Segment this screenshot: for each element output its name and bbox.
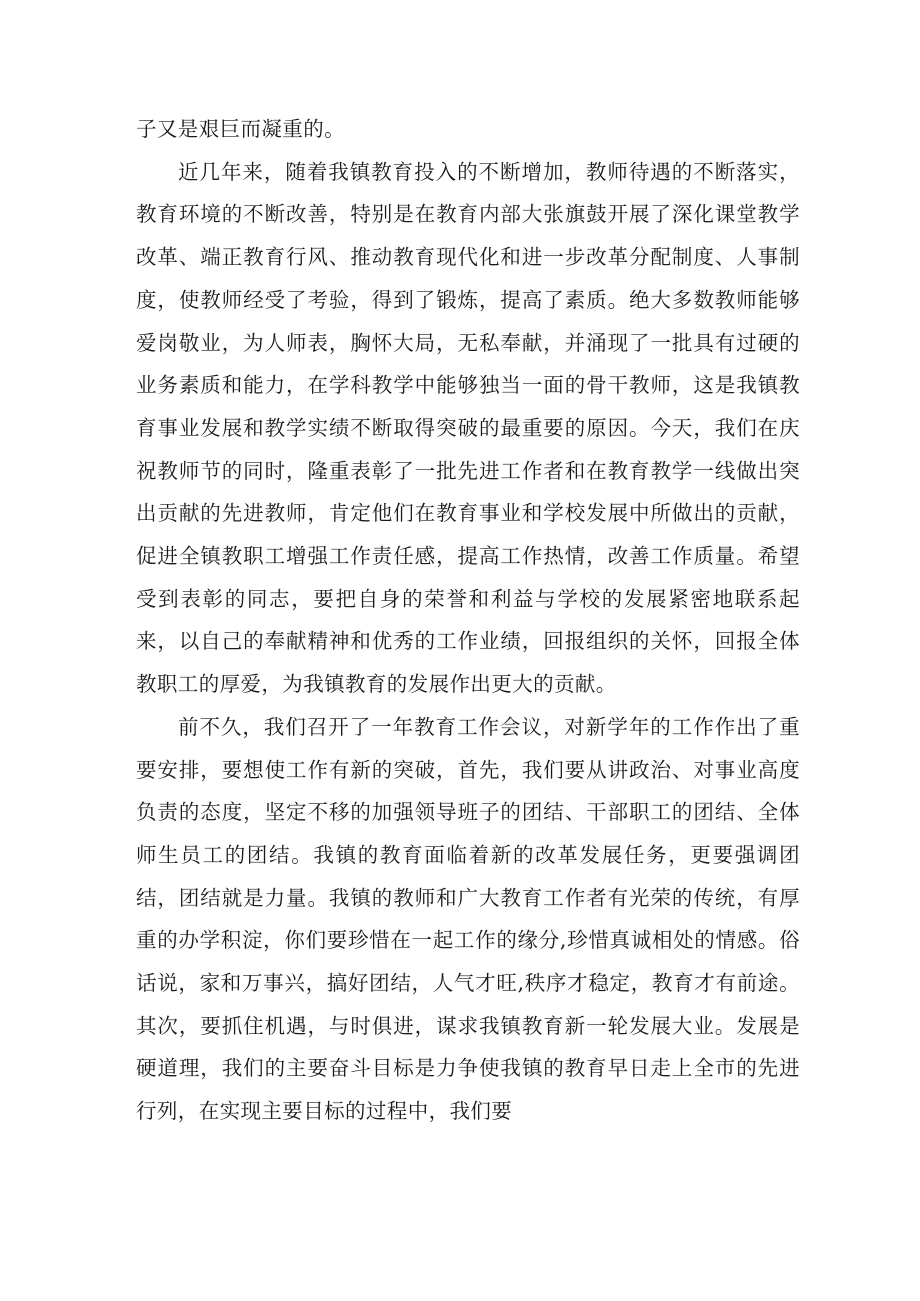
paragraph-continuation: 子又是艰巨而凝重的。 (136, 117, 345, 141)
document-body (136, 108, 800, 1133)
paragraph-achievements: 近几年来，随着我镇教育投入的不断增加，教师待遇的不断落实，教育环境的不断改善，特别是在教育内部大张旗鼓开展了深化课堂教学改革、端正教育行风、推动教育现代化和进一步改革分配制度、人事制度，使教师经受了考验，得到了锻炼，提高了素质。绝大多数教师能够爱岗敬业，为人师表，胸怀大局，无私奉献，并涌现了一批具有过硬的业务素质和能力，在学科教学中能够独当一面的骨干教师，这是我镇教育事业发展和教学实绩不断取得突破的最重要的原因。今天，我们在庆祝教师节的同时，隆重表彰了一批先进工作者和在教育教学一线做出突出贡献的先进教师，肯定他们在教育事业和学校发展中所做出的贡献，促进全镇教职工增强工作责任感，提高工作热情，改善工作质量。希望受到表彰的同志，要把自身的荣誉和利益与学校的发展紧密地联系起来，以自己的奉献精神和优秀的工作业绩，回报组织的关怀，回报全体教职工的厚爱，为我镇教育的发展作出更大的贡献。 (136, 159, 800, 697)
paragraph-unity-development: 前不久，我们召开了一年教育工作会议，对新学年的工作作出了重要安排，要想使工作有新的突破，首先，我们要从讲政治、对事业高度负责的态度，坚定不移的加强领导班子的团结、干部职工的团结、全体师生员工的团结。我镇的教育面临着新的改革发展任务，更要强调团结，团结就是力量。我镇的教师和广大教育工作者有光荣的传统，有厚重的办学积淀，你们要珍惜在一起工作的缘分,珍惜真诚相处的情感。俗话说，家和万事兴，搞好团结，人气才旺,秩序才稳定，教育才有前途。其次，要抓住机遇，与时俱进，谋求我镇教育新一轮发展大业。发展是硬道理，我们的主要奋斗目标是力争使我镇的教育早日走上全市的先进行列，在实现主要目标的过程中，我们要 (136, 714, 800, 1124)
